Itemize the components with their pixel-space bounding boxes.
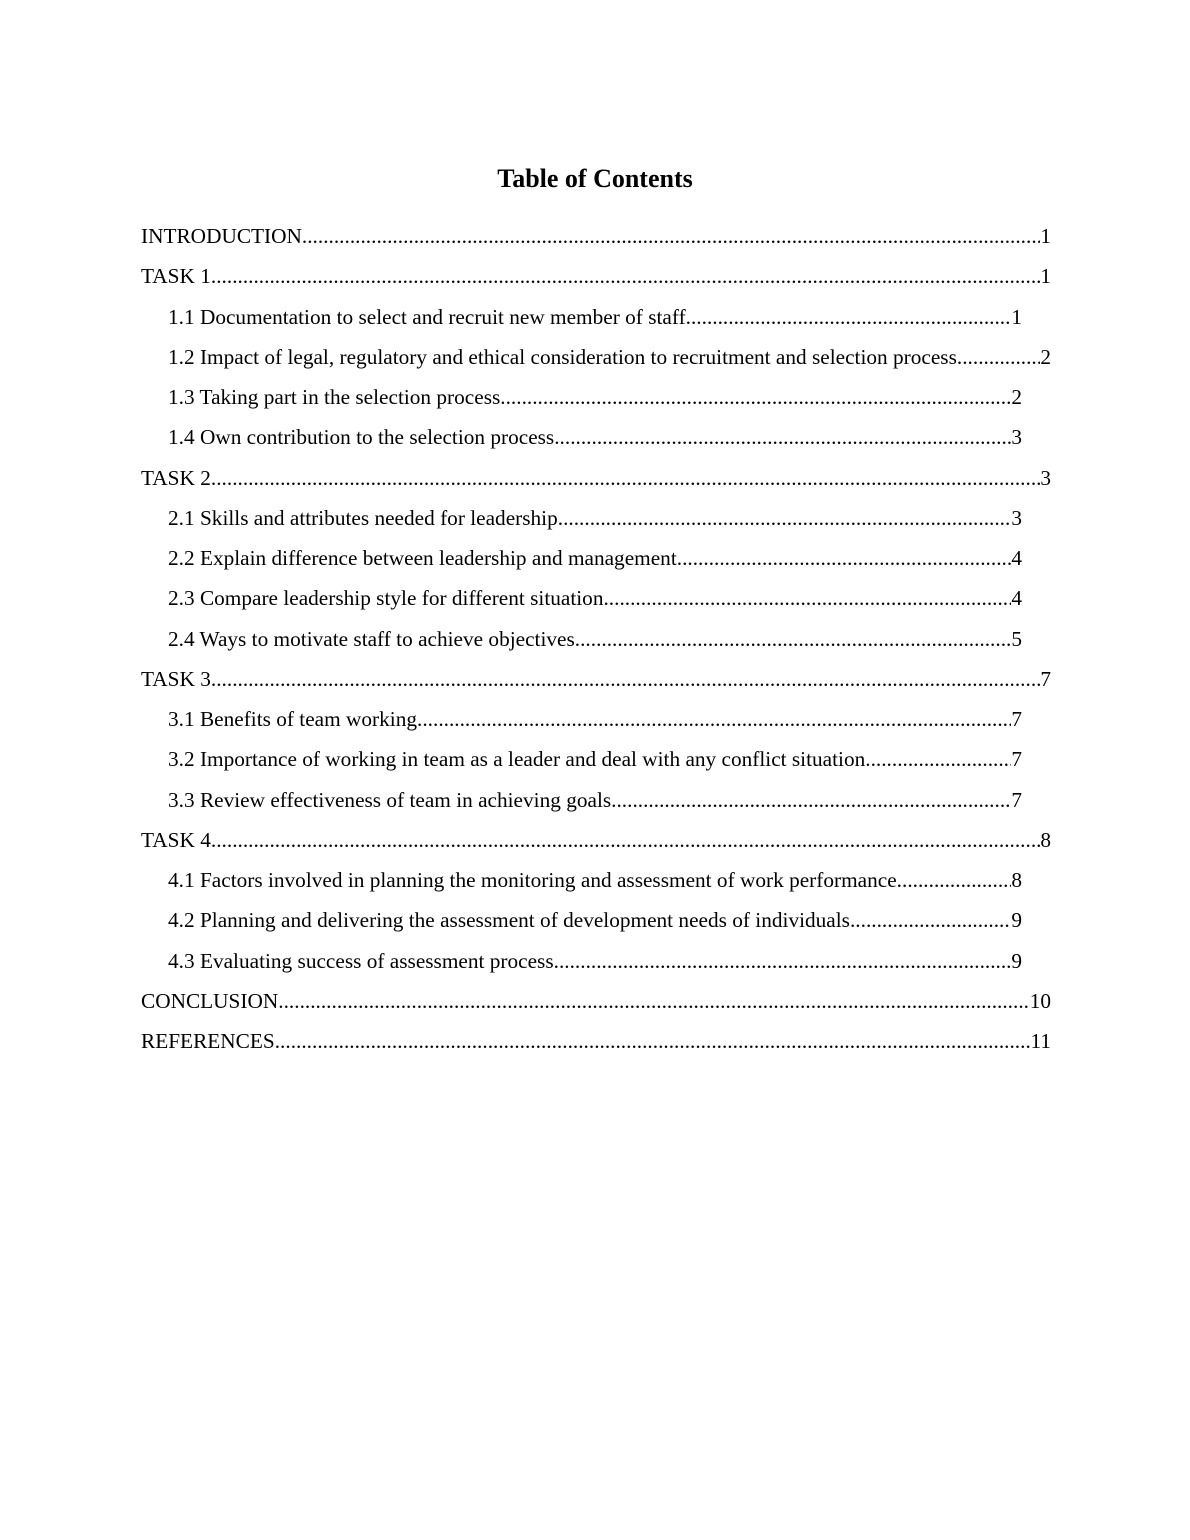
toc-page-number: 3 [1011, 505, 1022, 530]
toc-entry-label: 4.3 Evaluating success of assessment process [168, 948, 554, 973]
toc-page-number: 2 [1040, 344, 1051, 369]
toc-page-number: 10 [1029, 988, 1051, 1013]
toc-entry-label: 1.1 Documentation to select and recruit new member of staff [168, 304, 686, 329]
toc-page-number: 9 [1011, 948, 1022, 973]
toc-page-number: 9 [1011, 908, 1022, 933]
toc-entry-4-2[interactable] [141, 905, 1022, 945]
toc-entry-label: CONCLUSION [141, 988, 279, 1013]
toc-entry-label: 2.4 Ways to motivate staff to achieve objectives [168, 626, 575, 651]
toc-entry-label: 3.3 Review effectiveness of team in achieving goals [168, 787, 612, 812]
toc-entry-3-1[interactable] [141, 704, 1022, 744]
toc-entry-label: 4.1 Factors involved in planning the monitoring and assessment of work performance [168, 868, 897, 892]
toc-entry-references[interactable] [141, 1026, 1051, 1066]
toc-dot-leader [865, 744, 1011, 774]
toc-entry-label: 3.1 Benefits of team working [168, 707, 418, 731]
toc-page-number: 11 [1030, 1029, 1051, 1053]
toc-page-number: 4 [1011, 546, 1022, 570]
toc-dot-leader [554, 946, 1012, 976]
toc-entry-4-3[interactable] [141, 946, 1022, 986]
toc-dot-leader [575, 624, 1012, 654]
toc-entry-label: REFERENCES [141, 1029, 275, 1053]
toc-entry-label: INTRODUCTION [141, 224, 302, 248]
toc-page-number: 8 [1040, 827, 1051, 852]
toc-dot-leader [211, 261, 1040, 291]
toc-entry-label: 2.3 Compare leadership style for different situation [168, 586, 604, 611]
toc-entry-2-2[interactable] [141, 543, 1022, 583]
toc-dot-leader [611, 785, 1011, 815]
toc-page-number: 2 [1011, 385, 1022, 409]
toc-entry-label: 2.1 Skills and attributes needed for leadership [168, 505, 558, 530]
toc-entry-task-1[interactable] [141, 261, 1051, 301]
toc-entry-label: 1.3 Taking part in the selection process [168, 385, 501, 409]
toc-page-number: 7 [1040, 666, 1051, 691]
toc-dot-leader [211, 664, 1040, 694]
toc-entry-conclusion[interactable] [141, 986, 1051, 1026]
toc-page-number: 7 [1011, 707, 1022, 731]
toc-dot-leader [211, 825, 1040, 855]
toc-dot-leader [897, 865, 1012, 895]
toc-entry-2-3[interactable] [141, 583, 1022, 623]
toc-page-number: 1 [1011, 304, 1022, 329]
toc-dot-leader [275, 1026, 1031, 1056]
toc-dot-leader [850, 905, 1011, 935]
toc-entry-label: 3.2 Importance of working in team as a leader and deal with any conflict situation [168, 747, 866, 772]
toc-entry-3-2[interactable] [141, 744, 1022, 784]
toc-page-number: 7 [1011, 747, 1022, 772]
toc-dot-leader [603, 583, 1011, 613]
toc-dot-leader [417, 704, 1011, 734]
toc-entry-1-2[interactable] [141, 342, 1051, 382]
toc-entry-3-3[interactable] [141, 785, 1022, 825]
toc-entry-label: 2.2 Explain difference between leadership and management [168, 546, 677, 570]
toc-dot-leader [957, 342, 1040, 372]
toc-entry-2-4[interactable] [141, 624, 1022, 664]
toc-page-number: 3 [1040, 465, 1051, 490]
toc-entry-1-1[interactable] [141, 302, 1022, 342]
toc-page-number: 1 [1040, 224, 1051, 248]
toc-page-number: 4 [1011, 586, 1022, 611]
toc-entry-label: TASK 2 [141, 465, 211, 490]
toc-dot-leader [302, 221, 1040, 251]
toc-page-number: 3 [1011, 425, 1022, 450]
toc-dot-leader [558, 503, 1012, 533]
toc-dot-leader [677, 543, 1012, 573]
toc-entry-2-1[interactable] [141, 503, 1022, 543]
toc-page-number: 1 [1040, 264, 1051, 289]
toc-dot-leader [211, 463, 1040, 493]
toc-entry-label: TASK 4 [141, 827, 211, 852]
toc-page-number: 5 [1011, 626, 1022, 651]
toc-entry-4-1[interactable] [141, 865, 1022, 905]
toc-dot-leader [686, 302, 1012, 332]
toc-dot-leader [554, 422, 1011, 452]
toc-entry-label: 1.4 Own contribution to the selection process [168, 425, 555, 450]
toc-entry-1-3[interactable] [141, 382, 1022, 422]
toc-dot-leader [278, 986, 1029, 1016]
toc-dot-leader [500, 382, 1011, 412]
toc-entry-label: TASK 3 [141, 666, 211, 691]
toc-entry-label: 4.2 Planning and delivering the assessment of development needs of individuals [168, 908, 850, 933]
toc-list [141, 221, 1051, 1066]
toc-entry-task-2[interactable] [141, 463, 1051, 503]
toc-page-number: 8 [1011, 868, 1022, 892]
toc-entry-task-3[interactable] [141, 664, 1051, 704]
toc-title: Table of Contents [497, 164, 693, 193]
toc-page-number: 7 [1011, 787, 1022, 812]
toc-entry-1-4[interactable] [141, 422, 1022, 462]
toc-entry-label: TASK 1 [141, 264, 211, 289]
toc-entry-task-4[interactable] [141, 825, 1051, 865]
toc-entry-label: 1.2 Impact of legal, regulatory and ethical consideration to recruitment and selection process [168, 344, 957, 369]
toc-entry-introduction[interactable] [141, 221, 1051, 261]
